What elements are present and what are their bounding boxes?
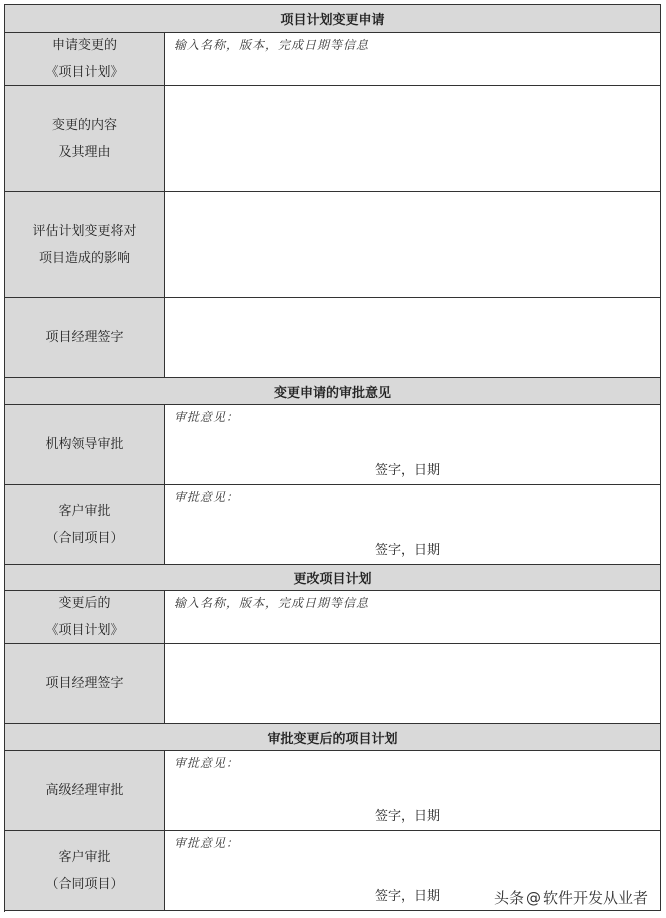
- row-requested-plan: [5, 33, 661, 86]
- label-line: 《项目计划》: [45, 65, 124, 80]
- row-pm-signature-2: [5, 644, 661, 724]
- field-change-content[interactable]: [165, 86, 661, 191]
- label-line: 变更的内容: [51, 117, 117, 133]
- watermark: [494, 887, 648, 908]
- section-header-row: [5, 378, 661, 405]
- row-pm-signature: [5, 298, 661, 378]
- field-impact-assessment[interactable]: [165, 192, 661, 297]
- signature-date-label: 签字，日期: [375, 889, 441, 904]
- section-header-row: [5, 5, 661, 33]
- label-line: 客户审批: [58, 849, 111, 865]
- label-line: 项目造成的影响: [38, 250, 130, 266]
- row-client-approval: [5, 485, 661, 565]
- field-org-leader-approval[interactable]: [165, 405, 661, 484]
- section-title-change-plan: 更改项目计划: [5, 565, 661, 590]
- row-impact-assessment: [5, 192, 661, 298]
- hint-text: 审批意见：: [174, 410, 240, 424]
- label-change-content: [5, 86, 165, 191]
- label-line: 申请变更的: [51, 38, 117, 53]
- label-line: 评估计划变更将对: [32, 223, 137, 239]
- watermark-at: @: [525, 888, 541, 907]
- signature-date-label: 签字，日期: [375, 543, 441, 558]
- hint-text: 审批意见：: [174, 756, 240, 770]
- label-client-approval: [5, 831, 165, 910]
- label-line: （合同项目）: [45, 530, 124, 546]
- section-header-row: [5, 724, 661, 751]
- label-client-approval: [5, 485, 165, 564]
- hint-text: 审批意见：: [174, 490, 240, 504]
- label-line: 客户审批: [58, 503, 111, 519]
- field-senior-manager-approval[interactable]: [165, 751, 661, 830]
- field-requested-plan[interactable]: [165, 33, 661, 85]
- label-changed-plan: [5, 591, 165, 643]
- hint-text: 输入名称，版本，完成日期等信息: [174, 596, 370, 610]
- label-line: 项目经理签字: [45, 330, 124, 345]
- section-title-approval-opinions: 变更申请的审批意见: [5, 378, 661, 404]
- field-changed-plan[interactable]: [165, 591, 661, 643]
- label-pm-signature: [5, 644, 165, 723]
- signature-date-label: 签字，日期: [375, 463, 441, 478]
- label-line: （合同项目）: [45, 876, 124, 892]
- row-change-content: [5, 86, 661, 192]
- row-senior-manager-approval: [5, 751, 661, 831]
- label-line: 项目经理签字: [45, 676, 124, 691]
- section-header-row: [5, 565, 661, 591]
- label-impact-assessment: [5, 192, 165, 297]
- signature-date-label: 签字，日期: [375, 809, 441, 824]
- row-changed-plan: [5, 591, 661, 644]
- watermark-account: 软件开发从业者: [542, 889, 648, 907]
- field-pm-signature[interactable]: [165, 644, 661, 723]
- label-line: 及其理由: [58, 144, 111, 160]
- hint-text: 输入名称，版本，完成日期等信息: [174, 38, 370, 52]
- field-pm-signature[interactable]: [165, 298, 661, 377]
- row-org-leader-approval: [5, 405, 661, 485]
- hint-text: 审批意见：: [174, 836, 240, 850]
- label-org-leader-approval: [5, 405, 165, 484]
- label-senior-manager-approval: [5, 751, 165, 830]
- change-request-form: [4, 4, 661, 912]
- label-line: 《项目计划》: [45, 623, 124, 638]
- label-requested-plan: [5, 33, 165, 85]
- label-line: 机构领导审批: [45, 437, 124, 452]
- label-pm-signature: [5, 298, 165, 377]
- label-line: 高级经理审批: [45, 783, 124, 798]
- watermark-prefix: 头条: [493, 889, 524, 907]
- section-title-approve-changed-plan: 审批变更后的项目计划: [5, 724, 661, 750]
- label-line: 变更后的: [58, 596, 111, 611]
- section-title-change-request: 项目计划变更申请: [5, 5, 661, 32]
- field-client-approval[interactable]: [165, 485, 661, 564]
